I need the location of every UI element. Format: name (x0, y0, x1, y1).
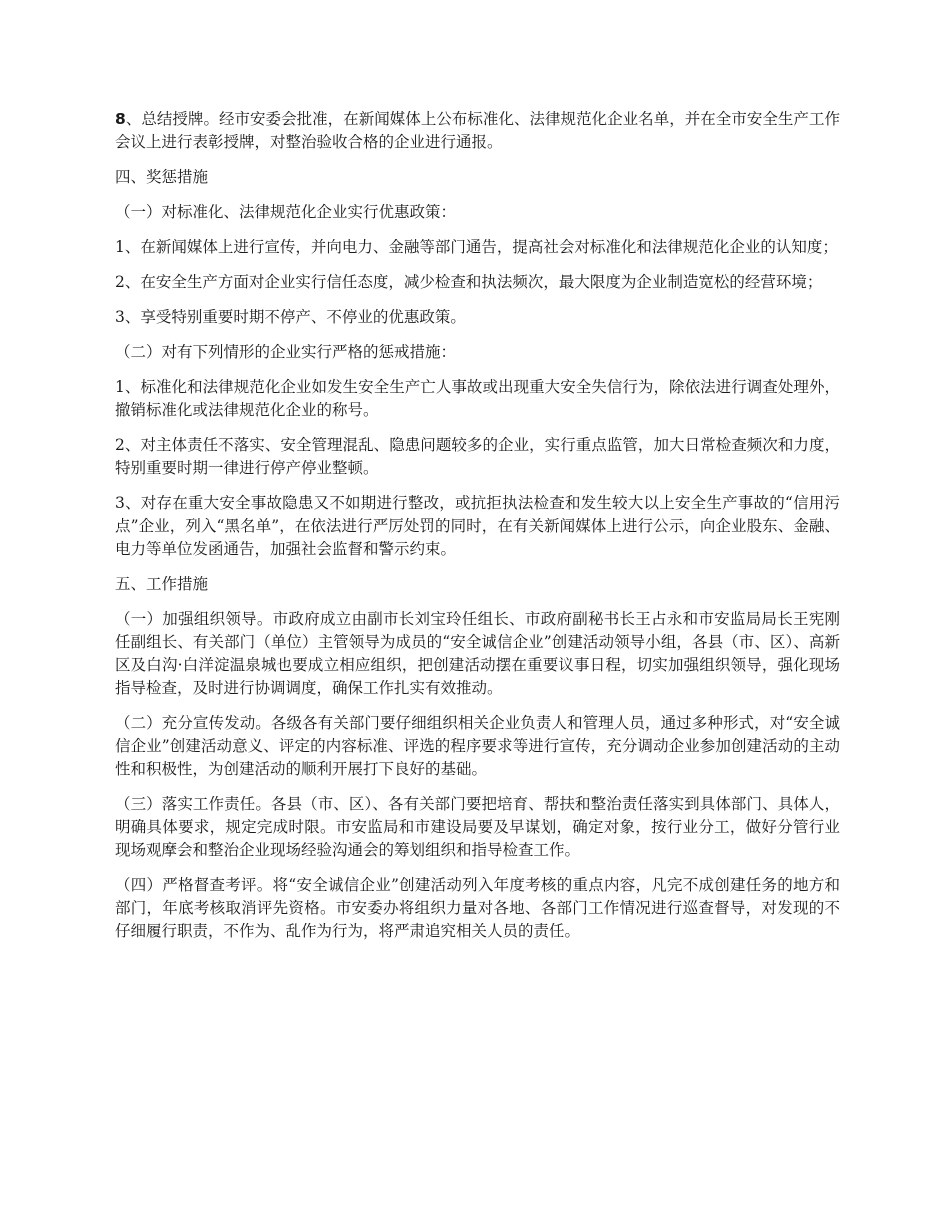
document-page (115, 108, 840, 955)
paragraph-4-1-3: 3、享受特别重要时期不停产、不停业的优惠政策。 (115, 308, 466, 326)
paragraph-5-1: （一）加强组织领导。市政府成立由副市长刘宝玲任组长、市政府副秘书长王占永和市安监局局长王宪刚任副组长、有关部门（单位）主管领导为成员的“安全诚信企业”创建活动领导小组，各县（市、区）、高新区及白沟·白洋淀温泉城也要成立相应组织，把创建活动摆在重要议事日程，切实加强组织领导，强化现场指导检查，及时进行协调调度，确保工作扎实有效推动。 (115, 610, 840, 697)
paragraph-text: 、总结授牌。经市安委会批准，在新闻媒体上公布标准化、法律规范化企业名单，并在全市安全生产工作会议上进行表彰授牌，对整治验收合格的企业进行通报。 (115, 110, 840, 151)
paragraph-5-4: （四）严格督查考评。将“安全诚信企业”创建活动列入年度考核的重点内容，凡完不成创建任务的地方和部门，年底考核取消评先资格。市安委办将组织力量对各地、各部门工作情况进行巡查督导，对发现的不仔细履行职责，不作为、乱作为行为，将严肃追究相关人员的责任。 (115, 876, 840, 940)
item-number: 8 (115, 110, 126, 128)
paragraph-item-8 (115, 108, 840, 154)
subsection-heading-4-2: （二）对有下列情形的企业实行严格的惩戒措施： (115, 343, 457, 361)
section-heading-4: 四、奖惩措施 (115, 168, 209, 186)
paragraph-4-2-1: 1、标准化和法律规范化企业如发生安全生产亡人事故或出现重大安全失信行为，除依法进行调查处理外，撤销标准化或法律规范化企业的称号。 (115, 378, 840, 419)
section-heading-5: 五、工作措施 (115, 575, 209, 593)
paragraph-4-2-3: 3、对存在重大安全事故隐患又不如期进行整改，或抗拒执法检查和发生较大以上安全生产事故的“信用污点”企业，列入“黑名单”，在依法进行严厉处罚的同时，在有关新闻媒体上进行公示，向企业股东、金融、电力等单位发函通告，加强社会监督和警示约束。 (115, 494, 840, 558)
paragraph-5-3: （三）落实工作责任。各县（市、区）、各有关部门要把培育、帮扶和整治责任落实到具体部门、具体人，明确具体要求，规定完成时限。市安监局和市建设局要及早谋划，确定对象，按行业分工，做好分管行业现场观摩会和整治企业现场经验沟通会的筹划组织和指导检查工作。 (115, 795, 840, 859)
paragraph-4-1-1: 1、在新闻媒体上进行宣传，并向电力、金融等部门通告，提高社会对标准化和法律规范化企业的认知度； (115, 238, 838, 256)
paragraph-4-2-2: 2、对主体责任不落实、安全管理混乱、隐患问题较多的企业，实行重点监管，加大日常检查频次和力度，特别重要时期一律进行停产停业整顿。 (115, 436, 840, 477)
subsection-heading-4-1: （一）对标准化、法律规范化企业实行优惠政策： (115, 203, 457, 221)
paragraph-5-2: （二）充分宣传发动。各级各有关部门要仔细组织相关企业负责人和管理人员，通过多种形式，对“安全诚信企业”创建活动意义、评定的内容标准、评选的程序要求等进行宣传，充分调动企业参加创建活动的主动性和积极性，为创建活动的顺利开展打下良好的基础。 (115, 714, 840, 778)
paragraph-4-1-2: 2、在安全生产方面对企业实行信任态度，减少检查和执法频次，最大限度为企业制造宽松的经营环境； (115, 273, 823, 291)
